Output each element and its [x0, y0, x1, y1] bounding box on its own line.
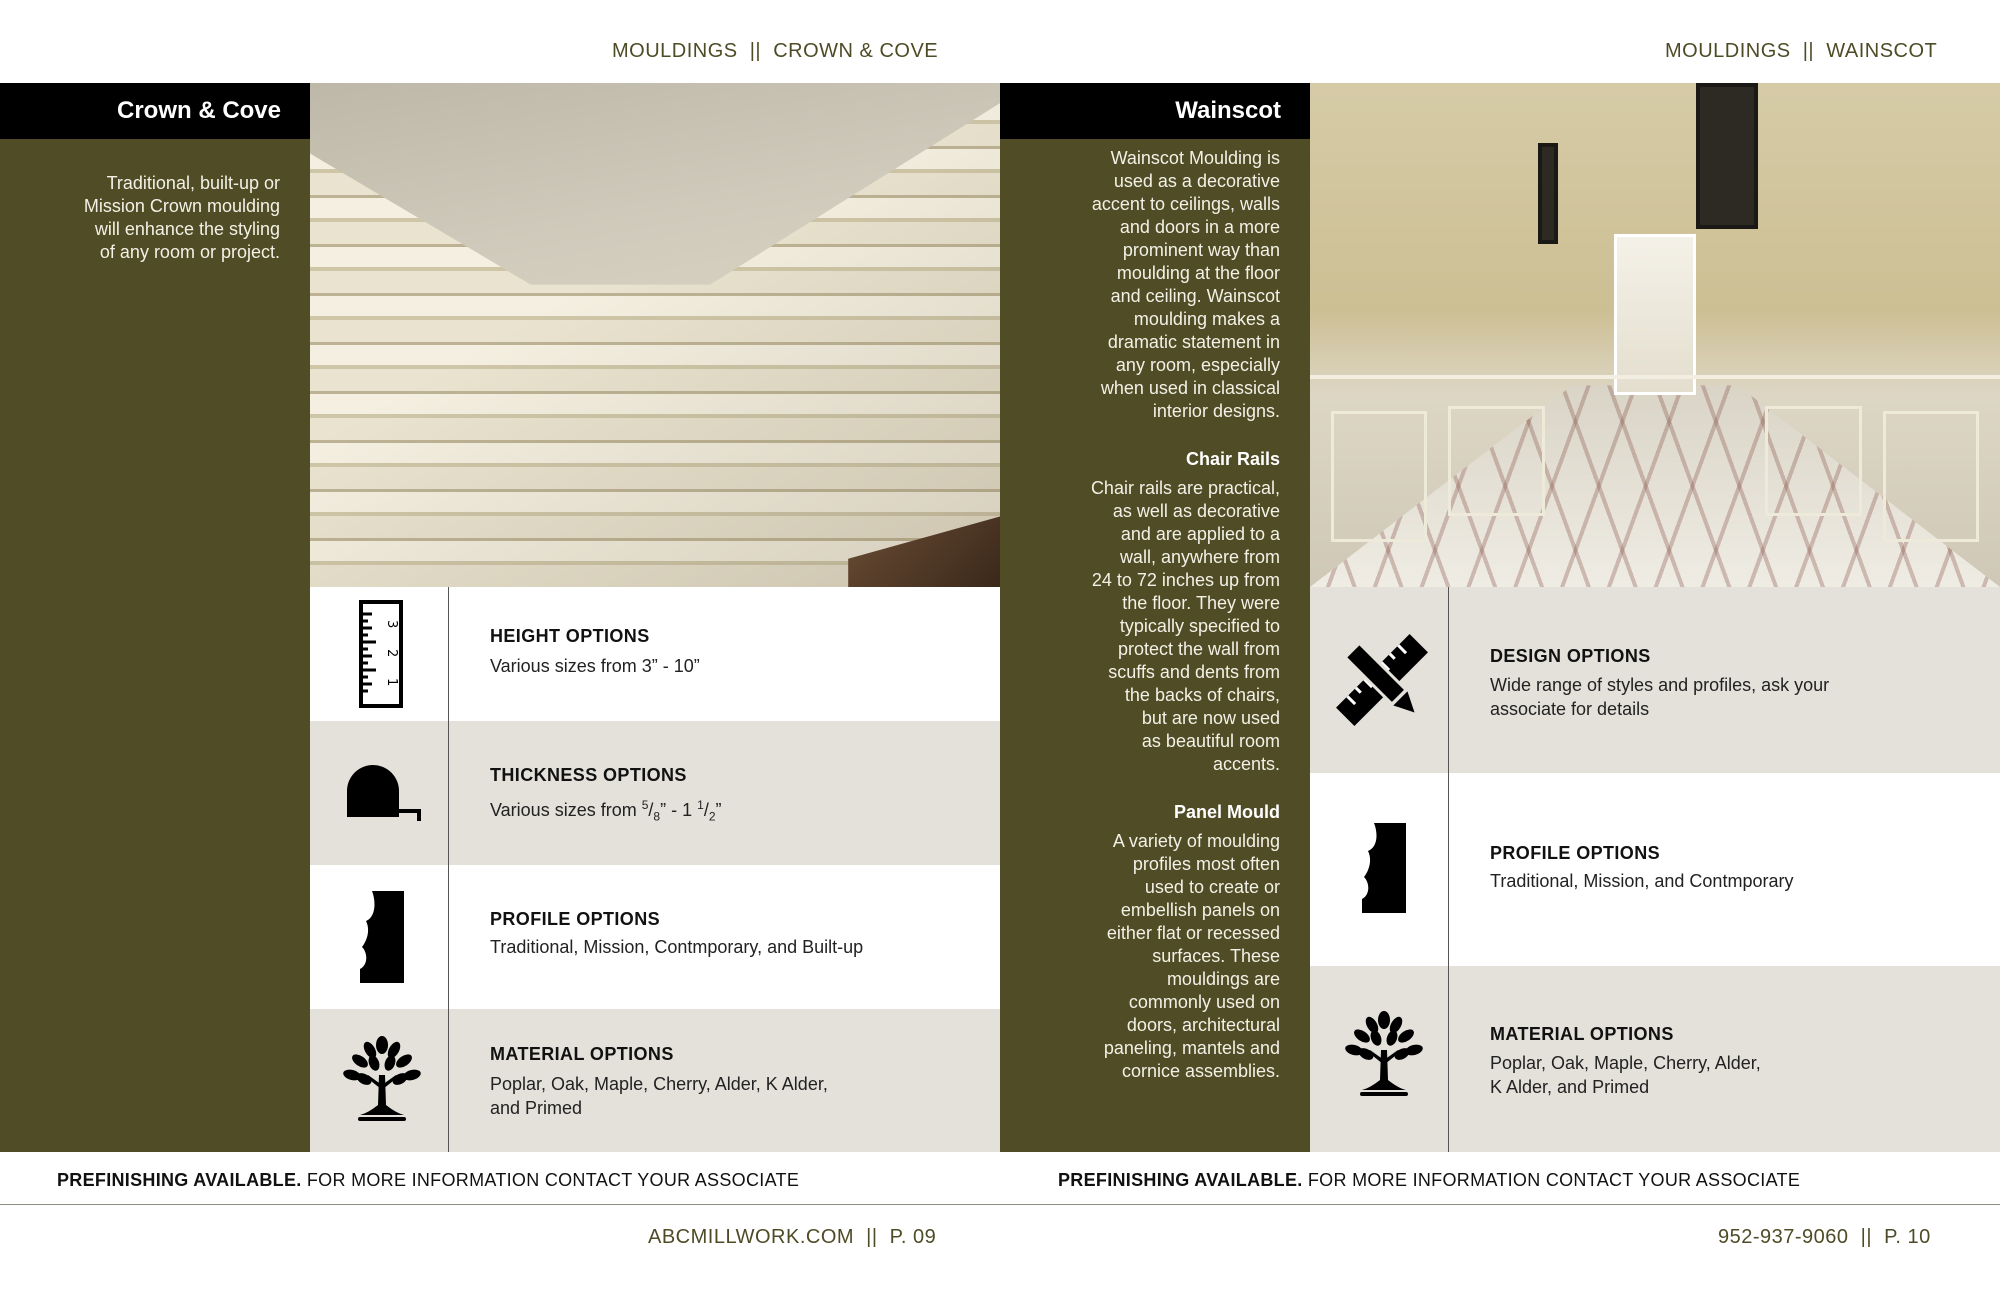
- svg-text:1: 1: [384, 678, 399, 687]
- right-options-divider: [1448, 587, 1449, 1152]
- svg-text:3: 3: [384, 620, 399, 629]
- tree-icon: [1342, 1010, 1426, 1100]
- svg-text:2: 2: [384, 649, 399, 658]
- pencil-ruler-icon: [1336, 634, 1428, 726]
- chair-rails-heading: Chair Rails: [1185, 449, 1280, 469]
- header-right: MOULDINGS || WAINSCOT: [1665, 40, 1938, 62]
- design-options-text: Wide range of styles and profiles, ask your associate for details: [1490, 675, 1830, 719]
- chair-rails-description: Chair rails are practical, as well as decorative and are applied to a wall, anywhere from 24 to 72 inches up from the floor. They were typically specified to protect the wall from scuffs and dents from the backs of chairs, but are now used as beautiful room accents.: [1090, 478, 1280, 774]
- tree-icon: [340, 1035, 424, 1125]
- ruler-icon: [358, 599, 404, 709]
- crown-intro: Traditional, built-up or Mission Crown moulding will enhance the styling of any room or project.: [83, 173, 280, 262]
- thickness-options-title: THICKNESS OPTIONS: [490, 765, 687, 785]
- footer-right: 952-937-9060 || P. 10: [1718, 1226, 1931, 1248]
- design-options-title: DESIGN OPTIONS: [1490, 646, 1651, 666]
- material-options-title-right: MATERIAL OPTIONS: [1490, 1024, 1674, 1044]
- height-options-text: Various sizes from 3” - 10”: [490, 656, 700, 676]
- profile-options-text-right: Traditional, Mission, and Contmporary: [1490, 871, 1794, 891]
- crown-moulding-photo: [310, 83, 1000, 587]
- panel-mould-heading: Panel Mould: [1173, 802, 1280, 822]
- profile-options-title-right: PROFILE OPTIONS: [1490, 843, 1661, 863]
- profile-icon: [1360, 823, 1408, 913]
- profile-icon: [358, 891, 406, 983]
- height-options-title: HEIGHT OPTIONS: [490, 626, 650, 646]
- profile-options-text: Traditional, Mission, Contmporary, and Built-up: [490, 937, 864, 957]
- header-left: MOULDINGS || CROWN & COVE: [612, 40, 939, 62]
- wainscot-tab-title: Wainscot: [1000, 83, 1310, 139]
- footer-left: ABCMILLWORK.COM || P. 09: [648, 1226, 937, 1248]
- left-options-divider: [448, 587, 449, 1152]
- prefinishing-note-left: PREFINISHING AVAILABLE. FOR MORE INFORMATION CONTACT YOUR ASSOCIATE: [57, 1170, 800, 1190]
- profile-options-title: PROFILE OPTIONS: [490, 909, 661, 929]
- prefinishing-note-right: PREFINISHING AVAILABLE. FOR MORE INFORMATION CONTACT YOUR ASSOCIATE: [1058, 1170, 1801, 1190]
- panel-mould-description: A variety of moulding profiles most often used to create or embellish panels on either flat or recessed surfaces. These mouldings are commonly used on doors, architectural paneling, mantels and cornice assemblies.: [1103, 831, 1280, 1081]
- tape-measure-icon: [343, 765, 423, 823]
- crown-tab-title: Crown & Cove: [0, 83, 310, 139]
- material-options-title: MATERIAL OPTIONS: [490, 1044, 674, 1064]
- footer-divider: [0, 1204, 2000, 1205]
- wainscot-description: Wainscot Moulding is used as a decorative accent to ceilings, walls and doors in a more prominent way than moulding at the floor and ceiling. Wainscot moulding makes a dramatic statement in any room, especially when used in classical interior designs.: [1091, 148, 1280, 421]
- material-options-text-right: Poplar, Oak, Maple, Cherry, Alder, K Alder, and Primed: [1490, 1053, 1761, 1097]
- material-options-text: Poplar, Oak, Maple, Cherry, Alder, K Alder, and Primed: [490, 1074, 828, 1118]
- wainscot-hallway-photo: [1310, 83, 2000, 587]
- thickness-options-text: Various sizes from $^5/_8$” - 1 $^1/_2$”: [490, 798, 722, 824]
